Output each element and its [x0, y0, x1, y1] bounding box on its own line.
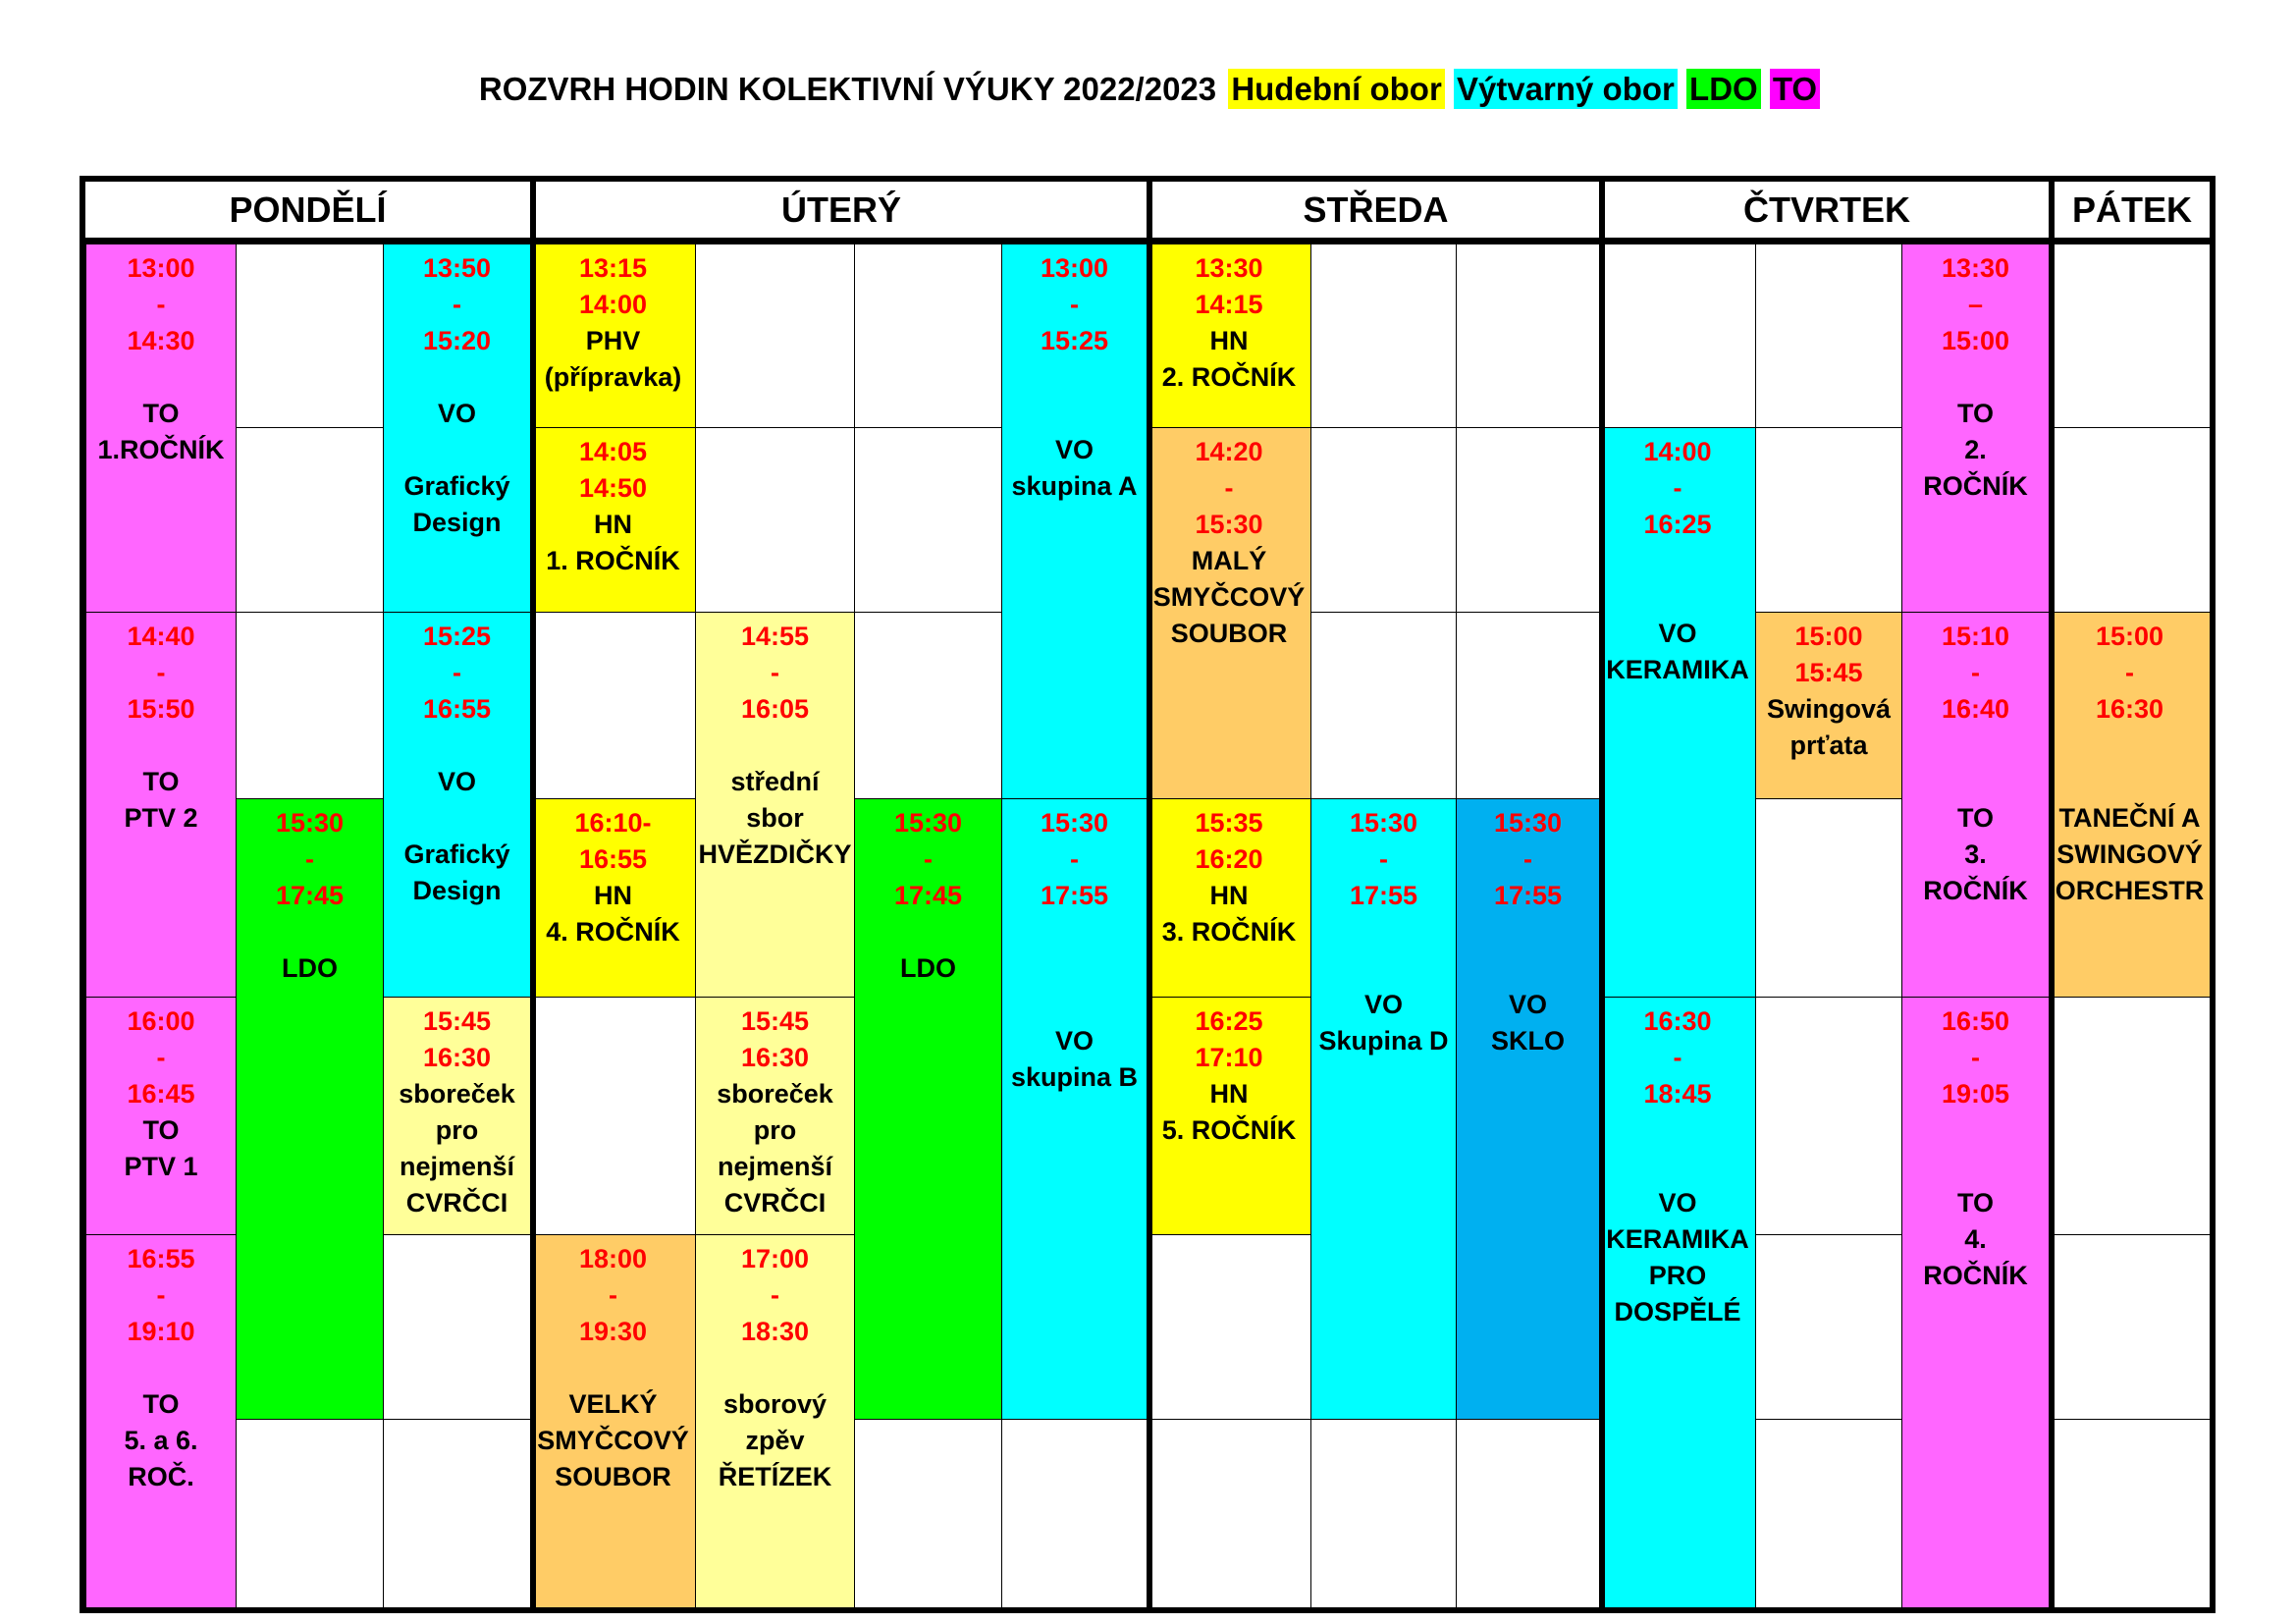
label-text: VO: [1054, 1026, 1094, 1056]
time-text: 16:10-: [574, 808, 652, 838]
label-text: nejmenší: [399, 1152, 515, 1181]
legend-art: Výtvarný obor: [1454, 69, 1678, 109]
time-text: 15:00: [1941, 326, 2010, 355]
time-text: 16:30: [740, 1043, 810, 1072]
label-text: Swingová: [1766, 694, 1892, 724]
label-text: Grafický: [403, 471, 510, 501]
time-text: -: [156, 1280, 166, 1310]
label-text: 5. a 6.: [124, 1426, 198, 1455]
label-text: prťata: [1789, 731, 1868, 760]
label-text: 2. ROČNÍK: [1161, 362, 1297, 392]
time-text: -: [771, 1280, 779, 1310]
label-text: HN: [1209, 326, 1249, 355]
time-text: 14:50: [578, 473, 648, 503]
label-text: skupina B: [1010, 1062, 1139, 1092]
time-text: -: [1673, 473, 1682, 503]
label-text: ROČNÍK: [1923, 1261, 2028, 1290]
label-text: SMYČCOVÝ: [1152, 582, 1306, 612]
time-text: 16:25: [1643, 510, 1712, 539]
time-text: 13:15: [578, 253, 648, 283]
time-text: -: [1379, 844, 1388, 874]
label-text: LDO: [900, 953, 956, 983]
label-text: PTV 2: [124, 803, 198, 833]
time-text: 17:55: [1040, 881, 1109, 910]
label-text: CVRČCI: [723, 1188, 827, 1218]
time-text: 18:30: [740, 1317, 810, 1346]
time-text: -: [1523, 844, 1532, 874]
time-text: 19:05: [1941, 1079, 2010, 1109]
label-text: Design: [412, 508, 502, 537]
label-text: VO: [1658, 619, 1697, 648]
label-text: VO: [437, 399, 476, 428]
day-divider: [2049, 176, 2055, 1613]
label-text: TO: [142, 1389, 180, 1419]
time-text: 16:30: [422, 1043, 492, 1072]
label-text: VO: [1508, 990, 1547, 1019]
time-text: 14:00: [1643, 437, 1712, 466]
label-text: SMYČCOVÝ: [537, 1426, 689, 1455]
label-text: sboreček: [717, 1079, 833, 1109]
time-text: 18:45: [1643, 1079, 1712, 1109]
label-text: LDO: [282, 953, 338, 983]
label-text: HN: [594, 881, 632, 910]
time-text: 15:30: [275, 808, 345, 838]
time-text: –: [1967, 290, 1984, 319]
time-text: 15:25: [422, 622, 492, 651]
time-text: 16:55: [127, 1244, 195, 1273]
label-text: PHV: [585, 326, 641, 355]
label-text: SOUBOR: [1170, 619, 1288, 648]
day-header-friday: PÁTEK: [2071, 189, 2192, 230]
time-text: 17:45: [275, 881, 345, 910]
label-text: TANEČNÍ A: [2058, 803, 2201, 833]
time-text: 16:30: [2095, 694, 2164, 724]
time-text: 16:55: [578, 844, 648, 874]
label-text: ŘETÍZEK: [718, 1462, 832, 1491]
day-header-wednesday: STŘEDA: [1303, 189, 1449, 230]
label-text: PRO: [1648, 1261, 1707, 1290]
time-text: -: [2125, 658, 2134, 687]
time-text: 16:05: [740, 694, 810, 724]
time-text: 19:30: [578, 1317, 648, 1346]
label-text: nejmenší: [717, 1152, 833, 1181]
time-text: -: [156, 658, 166, 687]
time-text: -: [1971, 658, 1980, 687]
time-text: -: [1673, 1043, 1682, 1072]
label-text: 1.ROČNÍK: [97, 435, 225, 464]
time-text: 15:00: [2095, 622, 2164, 651]
time-text: 17:55: [1349, 881, 1418, 910]
time-text: 17:00: [740, 1244, 810, 1273]
time-text: 18:00: [578, 1244, 648, 1273]
label-text: TO: [1956, 399, 1994, 428]
time-text: -: [1070, 290, 1079, 319]
time-text: 13:00: [127, 253, 195, 283]
legend-ldo: LDO: [1686, 69, 1761, 109]
day-divider: [1147, 176, 1152, 1613]
label-text: sborový: [722, 1389, 828, 1419]
time-text: 17:45: [893, 881, 963, 910]
label-text: Skupina D: [1318, 1026, 1449, 1056]
time-text: 14:00: [578, 290, 648, 319]
label-text: HVĚZDIČKY: [698, 839, 852, 869]
time-text: -: [453, 658, 461, 687]
time-text: -: [156, 290, 166, 319]
time-text: -: [453, 290, 461, 319]
label-text: HN: [594, 510, 632, 539]
time-text: 15:30: [1195, 510, 1263, 539]
day-divider: [1599, 176, 1605, 1613]
label-text: SWINGOVÝ: [2056, 839, 2203, 869]
label-text: VELKÝ: [568, 1389, 658, 1419]
legend-to: TO: [1770, 69, 1820, 109]
time-text: 14:20: [1195, 437, 1263, 466]
time-text: 15:50: [127, 694, 195, 724]
time-text: 13:30: [1195, 253, 1263, 283]
label-text: KERAMIKA: [1606, 655, 1749, 684]
label-text: TO: [1956, 803, 1994, 833]
time-text: -: [609, 1280, 617, 1310]
time-text: 16:40: [1941, 694, 2010, 724]
label-text: TO: [142, 1115, 180, 1145]
time-text: 16:25: [1195, 1006, 1263, 1036]
label-text: PTV 1: [124, 1152, 198, 1181]
label-text: (přípravka): [544, 362, 682, 392]
time-text: 15:30: [1040, 808, 1109, 838]
time-text: -: [924, 844, 933, 874]
label-text: CVRČCI: [405, 1188, 508, 1218]
time-text: 14:55: [740, 622, 810, 651]
label-text: VO: [1363, 990, 1403, 1019]
time-text: 15:45: [422, 1006, 492, 1036]
time-text: -: [1070, 844, 1079, 874]
label-text: pro: [435, 1115, 479, 1145]
label-text: zpěv: [745, 1426, 805, 1455]
label-text: 1. ROČNÍK: [546, 546, 680, 575]
label-text: 5. ROČNÍK: [1161, 1115, 1297, 1145]
label-text: VO: [1054, 435, 1094, 464]
time-text: 15:00: [1794, 622, 1863, 651]
label-text: Design: [412, 876, 502, 905]
label-text: 2.: [1964, 435, 1987, 464]
label-text: TO: [142, 399, 180, 428]
day-header-tuesday: ÚTERÝ: [780, 189, 901, 230]
label-text: skupina A: [1011, 471, 1138, 501]
time-text: -: [1224, 473, 1234, 503]
label-text: 3. ROČNÍK: [1161, 917, 1297, 947]
time-text: 13:30: [1941, 253, 2010, 283]
page-title: [0, 71, 2296, 108]
label-text: HN: [1209, 881, 1249, 910]
time-text: 16:30: [1643, 1006, 1712, 1036]
label-text: VO: [1658, 1188, 1697, 1218]
label-text: SKLO: [1490, 1026, 1565, 1056]
time-text: -: [156, 1043, 166, 1072]
label-text: 4. ROČNÍK: [546, 917, 680, 947]
label-text: střední: [730, 767, 820, 796]
label-text: SOUBOR: [555, 1462, 671, 1491]
title-main: ROZVRH HODIN KOLEKTIVNÍ VÝUKY 2022/2023: [478, 71, 1217, 107]
time-text: 17:10: [1195, 1043, 1263, 1072]
time-text: -: [771, 658, 779, 687]
time-text: 19:10: [127, 1317, 195, 1346]
time-text: 13:50: [422, 253, 492, 283]
label-text: DOSPĚLÉ: [1614, 1297, 1741, 1326]
label-text: ROČNÍK: [1923, 471, 2028, 501]
time-text: 16:00: [127, 1006, 195, 1036]
label-text: 4.: [1964, 1224, 1987, 1254]
time-text: 15:45: [740, 1006, 810, 1036]
time-text: 15:30: [893, 808, 963, 838]
label-text: sboreček: [399, 1079, 515, 1109]
time-text: 17:55: [1493, 881, 1563, 910]
time-text: 14:30: [127, 326, 195, 355]
time-text: -: [305, 844, 314, 874]
time-text: 16:55: [422, 694, 492, 724]
day-header-thursday: ČTVRTEK: [1743, 189, 1910, 230]
label-text: sbor: [746, 803, 804, 833]
time-text: 15:45: [1794, 658, 1863, 687]
time-text: 14:40: [127, 622, 195, 651]
label-text: MALÝ: [1191, 546, 1267, 575]
label-text: ROČ.: [128, 1462, 194, 1491]
time-text: 15:10: [1941, 622, 2010, 651]
time-text: 14:05: [578, 437, 648, 466]
time-text: 15:30: [1349, 808, 1418, 838]
label-text: VO: [437, 767, 476, 796]
label-text: Grafický: [403, 839, 510, 869]
time-text: 15:30: [1493, 808, 1563, 838]
time-text: 16:45: [127, 1079, 195, 1109]
day-header-monday: PONDĚLÍ: [229, 189, 387, 230]
label-text: HN: [1209, 1079, 1249, 1109]
label-text: KERAMIKA: [1606, 1224, 1749, 1254]
label-text: ROČNÍK: [1923, 876, 2028, 905]
label-text: ORCHESTR: [2055, 876, 2205, 905]
legend-music: Hudební obor: [1228, 69, 1444, 109]
time-text: 14:15: [1195, 290, 1263, 319]
label-text: TO: [1956, 1188, 1994, 1218]
time-text: 15:25: [1040, 326, 1109, 355]
label-text: pro: [753, 1115, 797, 1145]
day-divider: [530, 176, 536, 1613]
time-text: -: [1971, 1043, 1980, 1072]
label-text: TO: [142, 767, 180, 796]
time-text: 16:50: [1941, 1006, 2010, 1036]
label-text: 3.: [1964, 839, 1987, 869]
time-text: 13:00: [1040, 253, 1109, 283]
time-text: 16:20: [1195, 844, 1263, 874]
time-text: 15:20: [422, 326, 492, 355]
time-text: 15:35: [1195, 808, 1263, 838]
